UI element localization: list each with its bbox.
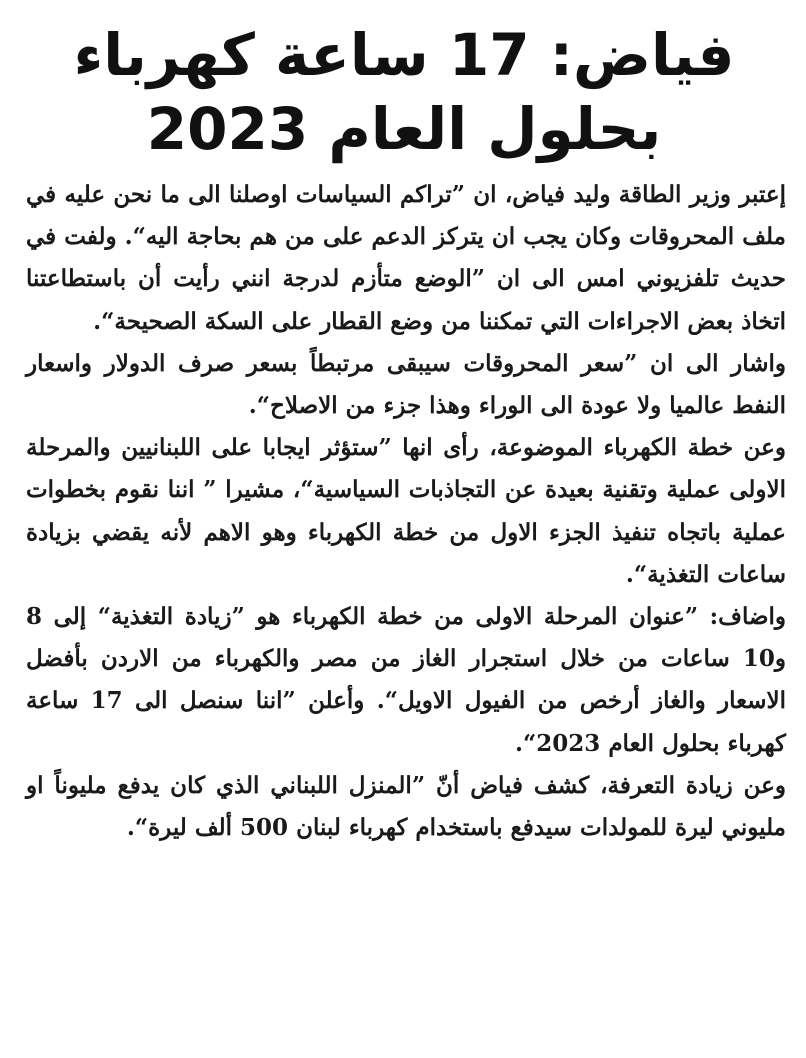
paragraph-3: وعن خطة الكهرباء الموضوعة، رأى انها ”ستؤثر ايجابا على اللبنانيين والمرحلة الاولى عملية وتقنية بعيدة عن التجاذبات السياسية“، مشيرا ” اننا نقوم بخطوات عملية باتجاه تنفيذ الجزء الاول من خطة الكهرباء وهو الاهم لأنه يقضي بزيادة ساعات التغذية“. bbox=[26, 434, 786, 588]
paragraph-1: إعتبر وزير الطاقة وليد فياض، ان ”تراكم السياسات اوصلنا الى ما نحن عليه في ملف المحروقات وكان يجب ان يتركز الدعم على من هم بحاجة اليه“. ولفت في حديث تلفزيوني امس الى ان ”الوضع متأزم لدرجة انني رأيت أن باستطاعتنا اتخاذ بعض الاجراءات التي تمكننا من وضع القطار على السكة الصحيحة“. bbox=[26, 181, 786, 335]
news-article bbox=[22, 18, 786, 849]
paragraph-4: واضاف: ”عنوان المرحلة الاولى من خطة الكهرباء هو ”زيادة التغذية“ إلى 8 و10 ساعات من خلال استجرار الغاز من مصر والكهرباء من الاردن بأفضل الاسعار والغاز أرخص من الفيول الاويل“. وأعلن ”اننا سنصل الى 17 ساعة كهرباء بحلول العام 2023“. bbox=[26, 603, 786, 757]
headline-line-1: فياض: 17 ساعة كهرباء bbox=[73, 21, 735, 89]
paragraph-5: وعن زيادة التعرفة، كشف فياض أنّ ”المنزل اللبناني الذي كان يدفع مليوناً او مليوني ليرة للمولدات سيدفع باستخدام كهرباء لبنان 500 ألف ليرة“. bbox=[26, 771, 786, 842]
headline-line-2: بحلول العام 2023 bbox=[146, 95, 662, 163]
article-body bbox=[22, 174, 786, 849]
headline bbox=[22, 18, 786, 166]
paragraph-2: واشار الى ان ”سعر المحروقات سيبقى مرتبطاً بسعر صرف الدولار واسعار النفط عالميا ولا عودة الى الوراء وهذا جزء من الاصلاح“. bbox=[26, 349, 786, 420]
